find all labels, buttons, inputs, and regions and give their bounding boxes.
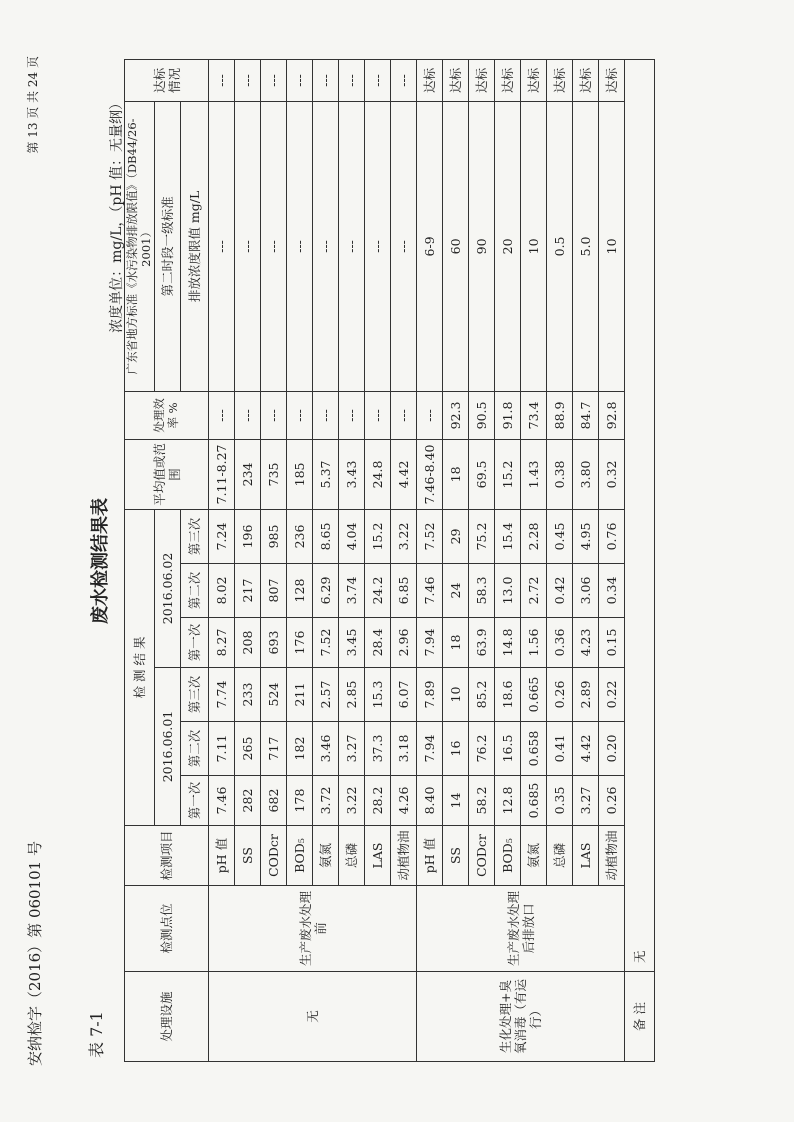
value-cell: 4.26 <box>391 776 417 826</box>
value-cell: 3.46 <box>313 722 339 776</box>
status-cell: --- <box>313 59 339 101</box>
value-cell: 4.95 <box>573 509 599 563</box>
value-cell: 0.26 <box>547 668 573 722</box>
efficiency-cell: 90.5 <box>469 391 495 439</box>
value-cell: 18.6 <box>495 668 521 722</box>
value-cell: 4.23 <box>573 618 599 668</box>
col-status: 达标情况 <box>125 59 209 101</box>
col-d1-t3: 第三次 <box>181 668 209 722</box>
value-cell: 524 <box>261 668 287 722</box>
col-facility: 处理设施 <box>125 972 209 1062</box>
limit-cell: 60 <box>443 101 469 391</box>
value-cell: 176 <box>287 618 313 668</box>
value-cell: 7.52 <box>417 509 443 563</box>
value-cell: 0.685 <box>521 776 547 826</box>
status-cell: --- <box>365 59 391 101</box>
value-cell: 15.2 <box>365 509 391 563</box>
limit-cell: 10 <box>521 101 547 391</box>
item-cell: 总磷 <box>547 826 573 886</box>
value-cell: 63.9 <box>469 618 495 668</box>
status-cell: 达标 <box>573 59 599 101</box>
value-cell: 217 <box>235 564 261 618</box>
status-cell: 达标 <box>495 59 521 101</box>
item-cell: LAS <box>365 826 391 886</box>
efficiency-cell: --- <box>287 391 313 439</box>
value-cell: 178 <box>287 776 313 826</box>
limit-cell: --- <box>339 101 365 391</box>
value-cell: 208 <box>235 618 261 668</box>
table-row <box>417 59 443 1061</box>
page-number: 第 13 页 共 24 页 <box>26 56 40 154</box>
value-cell: 2.72 <box>521 564 547 618</box>
value-cell: 13.0 <box>495 564 521 618</box>
value-cell: 7.24 <box>209 509 235 563</box>
value-cell: 3.72 <box>313 776 339 826</box>
status-cell: --- <box>235 59 261 101</box>
col-d2-t1: 第一次 <box>181 618 209 668</box>
value-cell: 0.35 <box>547 776 573 826</box>
col-results: 检 测 结 果 <box>125 509 155 825</box>
value-cell: 15.3 <box>365 668 391 722</box>
col-d2-t2: 第二次 <box>181 564 209 618</box>
limit-cell: 20 <box>495 101 521 391</box>
item-cell: CODcr <box>469 826 495 886</box>
table-row <box>209 59 235 1061</box>
avg-cell: 18 <box>443 439 469 509</box>
value-cell: 2.57 <box>313 668 339 722</box>
avg-cell: 735 <box>261 439 287 509</box>
limit-cell: 6-9 <box>417 101 443 391</box>
value-cell: 0.76 <box>599 509 625 563</box>
value-cell: 1.56 <box>521 618 547 668</box>
avg-cell: 69.5 <box>469 439 495 509</box>
value-cell: 6.07 <box>391 668 417 722</box>
value-cell: 182 <box>287 722 313 776</box>
efficiency-cell: 91.8 <box>495 391 521 439</box>
col-avg: 平均值或范围 <box>125 439 209 509</box>
status-cell: 达标 <box>443 59 469 101</box>
value-cell: 0.658 <box>521 722 547 776</box>
item-cell: SS <box>443 826 469 886</box>
avg-cell: 5.37 <box>313 439 339 509</box>
facility-cell: 生化处理+臭氧消毒（有运行） <box>417 972 625 1062</box>
value-cell: 8.27 <box>209 618 235 668</box>
value-cell: 196 <box>235 509 261 563</box>
item-cell: pH 值 <box>209 826 235 886</box>
value-cell: 0.20 <box>599 722 625 776</box>
results-table <box>124 59 655 1062</box>
report-number: 安纳检字（2016）第 060101 号 <box>26 841 44 1066</box>
value-cell: 7.52 <box>313 618 339 668</box>
value-cell: 985 <box>261 509 287 563</box>
efficiency-cell: 92.8 <box>599 391 625 439</box>
item-cell: 动植物油 <box>599 826 625 886</box>
value-cell: 211 <box>287 668 313 722</box>
col-standard-period: 第二时段一级标准 <box>155 101 181 391</box>
avg-cell: 24.8 <box>365 439 391 509</box>
value-cell: 7.94 <box>417 722 443 776</box>
avg-cell: 7.11-8.27 <box>209 439 235 509</box>
col-standard: 广东省地方标准《水污染物排放限值》（DB44/26-2001） <box>125 101 155 391</box>
item-cell: CODcr <box>261 826 287 886</box>
col-efficiency: 处理效率 % <box>125 391 209 439</box>
value-cell: 15.4 <box>495 509 521 563</box>
efficiency-cell: --- <box>209 391 235 439</box>
value-cell: 0.42 <box>547 564 573 618</box>
limit-cell: --- <box>235 101 261 391</box>
value-cell: 7.46 <box>209 776 235 826</box>
value-cell: 6.29 <box>313 564 339 618</box>
efficiency-cell: 73.4 <box>521 391 547 439</box>
avg-cell: 15.2 <box>495 439 521 509</box>
limit-cell: 10 <box>599 101 625 391</box>
value-cell: 2.85 <box>339 668 365 722</box>
value-cell: 0.34 <box>599 564 625 618</box>
value-cell: 807 <box>261 564 287 618</box>
avg-cell: 3.43 <box>339 439 365 509</box>
value-cell: 0.665 <box>521 668 547 722</box>
status-cell: --- <box>339 59 365 101</box>
value-cell: 7.74 <box>209 668 235 722</box>
facility-cell: 无 <box>209 972 417 1062</box>
value-cell: 16.5 <box>495 722 521 776</box>
value-cell: 18 <box>443 618 469 668</box>
limit-cell: --- <box>313 101 339 391</box>
col-d1-t1: 第一次 <box>181 776 209 826</box>
avg-cell: 185 <box>287 439 313 509</box>
results-body <box>209 59 625 1061</box>
value-cell: 128 <box>287 564 313 618</box>
efficiency-cell: 92.3 <box>443 391 469 439</box>
value-cell: 3.27 <box>573 776 599 826</box>
efficiency-cell: --- <box>391 391 417 439</box>
value-cell: 85.2 <box>469 668 495 722</box>
value-cell: 76.2 <box>469 722 495 776</box>
value-cell: 3.74 <box>339 564 365 618</box>
limit-cell: --- <box>365 101 391 391</box>
value-cell: 0.41 <box>547 722 573 776</box>
value-cell: 3.27 <box>339 722 365 776</box>
avg-cell: 0.38 <box>547 439 573 509</box>
value-cell: 3.22 <box>391 509 417 563</box>
efficiency-cell: --- <box>339 391 365 439</box>
status-cell: --- <box>287 59 313 101</box>
value-cell: 233 <box>235 668 261 722</box>
value-cell: 7.46 <box>417 564 443 618</box>
value-cell: 3.22 <box>339 776 365 826</box>
limit-cell: --- <box>391 101 417 391</box>
value-cell: 693 <box>261 618 287 668</box>
item-cell: pH 值 <box>417 826 443 886</box>
limit-cell: --- <box>287 101 313 391</box>
value-cell: 6.85 <box>391 564 417 618</box>
value-cell: 2.89 <box>573 668 599 722</box>
value-cell: 236 <box>287 509 313 563</box>
table-number: 表 7-1 <box>87 1011 106 1058</box>
status-cell: 达标 <box>547 59 573 101</box>
item-cell: LAS <box>573 826 599 886</box>
value-cell: 2.28 <box>521 509 547 563</box>
value-cell: 75.2 <box>469 509 495 563</box>
item-cell: BOD₅ <box>287 826 313 886</box>
status-cell: --- <box>209 59 235 101</box>
value-cell: 14 <box>443 776 469 826</box>
value-cell: 37.3 <box>365 722 391 776</box>
efficiency-cell: 88.9 <box>547 391 573 439</box>
value-cell: 28.2 <box>365 776 391 826</box>
value-cell: 4.42 <box>573 722 599 776</box>
table-title: 废水检测结果表 <box>90 498 111 624</box>
avg-cell: 4.42 <box>391 439 417 509</box>
value-cell: 265 <box>235 722 261 776</box>
value-cell: 16 <box>443 722 469 776</box>
col-d1-t2: 第二次 <box>181 722 209 776</box>
limit-cell: 0.5 <box>547 101 573 391</box>
value-cell: 14.8 <box>495 618 521 668</box>
value-cell: 7.11 <box>209 722 235 776</box>
value-cell: 8.02 <box>209 564 235 618</box>
value-cell: 8.40 <box>417 776 443 826</box>
value-cell: 2.96 <box>391 618 417 668</box>
limit-cell: 5.0 <box>573 101 599 391</box>
status-cell: 达标 <box>417 59 443 101</box>
value-cell: 3.06 <box>573 564 599 618</box>
value-cell: 8.65 <box>313 509 339 563</box>
col-date-1: 2016.06.01 <box>155 668 181 826</box>
avg-cell: 7.46-8.40 <box>417 439 443 509</box>
value-cell: 3.18 <box>391 722 417 776</box>
col-limit: 排放浓度限值 mg/L <box>181 101 209 391</box>
status-cell: --- <box>391 59 417 101</box>
efficiency-cell: 84.7 <box>573 391 599 439</box>
point-cell: 生产废水处理后排放口 <box>417 886 625 972</box>
item-cell: 氨氮 <box>313 826 339 886</box>
value-cell: 10 <box>443 668 469 722</box>
value-cell: 24 <box>443 564 469 618</box>
col-date-2: 2016.06.02 <box>155 509 181 667</box>
limit-cell: 90 <box>469 101 495 391</box>
value-cell: 7.89 <box>417 668 443 722</box>
avg-cell: 0.32 <box>599 439 625 509</box>
item-cell: BOD₅ <box>495 826 521 886</box>
value-cell: 0.15 <box>599 618 625 668</box>
value-cell: 12.8 <box>495 776 521 826</box>
col-d2-t3: 第三次 <box>181 509 209 563</box>
unit-note: 浓度单位：mg/L，（pH 值：无量纲） <box>109 96 125 333</box>
value-cell: 58.2 <box>469 776 495 826</box>
efficiency-cell: --- <box>365 391 391 439</box>
limit-cell: --- <box>209 101 235 391</box>
value-cell: 0.26 <box>599 776 625 826</box>
value-cell: 3.45 <box>339 618 365 668</box>
efficiency-cell: --- <box>313 391 339 439</box>
avg-cell: 3.80 <box>573 439 599 509</box>
limit-cell: --- <box>261 101 287 391</box>
status-cell: 达标 <box>521 59 547 101</box>
value-cell: 682 <box>261 776 287 826</box>
value-cell: 29 <box>443 509 469 563</box>
efficiency-cell: --- <box>417 391 443 439</box>
status-cell: 达标 <box>469 59 495 101</box>
avg-cell: 1.43 <box>521 439 547 509</box>
item-cell: 氨氮 <box>521 826 547 886</box>
value-cell: 0.45 <box>547 509 573 563</box>
remark-label: 备 注 <box>625 972 655 1062</box>
avg-cell: 234 <box>235 439 261 509</box>
status-cell: --- <box>261 59 287 101</box>
value-cell: 28.4 <box>365 618 391 668</box>
item-cell: SS <box>235 826 261 886</box>
item-cell: 动植物油 <box>391 826 417 886</box>
value-cell: 0.36 <box>547 618 573 668</box>
value-cell: 0.22 <box>599 668 625 722</box>
col-item: 检测项目 <box>125 826 209 886</box>
efficiency-cell: --- <box>235 391 261 439</box>
point-cell: 生产废水处理前 <box>209 886 417 972</box>
status-cell: 达标 <box>599 59 625 101</box>
value-cell: 58.3 <box>469 564 495 618</box>
remark-value: 无 <box>625 59 655 971</box>
value-cell: 4.04 <box>339 509 365 563</box>
value-cell: 282 <box>235 776 261 826</box>
value-cell: 24.2 <box>365 564 391 618</box>
value-cell: 717 <box>261 722 287 776</box>
efficiency-cell: --- <box>261 391 287 439</box>
value-cell: 7.94 <box>417 618 443 668</box>
item-cell: 总磷 <box>339 826 365 886</box>
col-point: 检测点位 <box>125 886 209 972</box>
